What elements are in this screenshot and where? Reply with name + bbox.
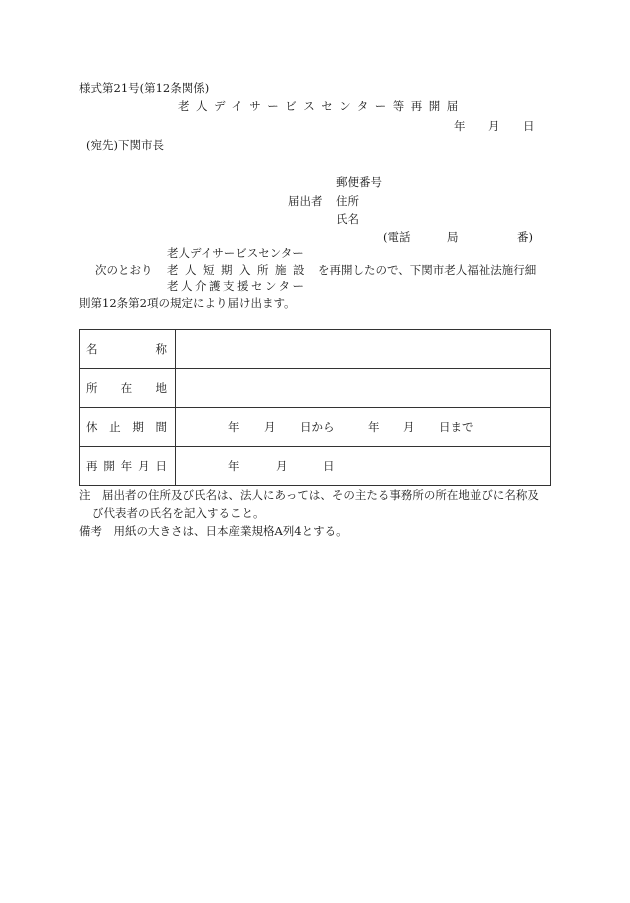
- row-label-reopen-date: [80, 447, 176, 486]
- location-value-cell[interactable]: [176, 369, 551, 408]
- label-char: 間: [155, 420, 167, 434]
- row-label-name: [80, 330, 176, 369]
- table-row: [80, 369, 551, 408]
- row-label-suspension: [80, 408, 176, 447]
- suspension-end-year: 年: [368, 420, 380, 434]
- facility-option-short-stay: 老人短期入所施設: [167, 263, 311, 277]
- label-char: 地: [155, 381, 167, 395]
- label-text: [86, 341, 175, 357]
- reopen-date-cell[interactable]: [176, 447, 551, 486]
- suspension-end-day: 日まで: [439, 420, 474, 434]
- label-text: [86, 380, 175, 396]
- reopen-day: 日: [323, 459, 335, 473]
- phone-exchange: 局: [447, 230, 459, 244]
- suspension-period-cell[interactable]: [176, 408, 551, 447]
- label-char: 休: [86, 420, 98, 434]
- table-row: [80, 447, 551, 486]
- table-row: [80, 408, 551, 447]
- submitter-label: 届出者: [288, 194, 323, 208]
- date-year: 年: [454, 119, 466, 133]
- table-row: [80, 330, 551, 369]
- label-char: 開: [103, 459, 115, 473]
- document-title: 老人デイサービスセンター等再開届: [178, 99, 465, 113]
- suspension-end-month: 月: [403, 420, 415, 434]
- facility-option-day-service: 老人デイサービスセンター: [167, 246, 304, 260]
- label-text: [86, 458, 175, 474]
- label-char: 月: [138, 459, 150, 473]
- label-char: 名: [86, 342, 98, 356]
- suspension-start-year: 年: [228, 420, 240, 434]
- name-value-cell[interactable]: [176, 330, 551, 369]
- statement-prefix: 次のとおり: [95, 263, 153, 277]
- date-month: 月: [488, 119, 500, 133]
- label-char: 年: [120, 459, 133, 473]
- suspension-start-month: 月: [264, 420, 276, 434]
- addressee: (宛先)下関市長: [86, 138, 164, 152]
- postal-code-label: 郵便番号: [336, 175, 382, 189]
- statement-line-2: 則第12条第2項の規定により届け出ます。: [79, 296, 296, 310]
- label-char: 日: [155, 459, 167, 473]
- note-1-line-2: び代表者の氏名を記入すること。: [92, 506, 265, 520]
- facility-table: [79, 329, 551, 486]
- suspension-start-day: 日から: [300, 420, 335, 434]
- address-label: 住所: [336, 194, 359, 208]
- phone-number: 番): [517, 230, 533, 244]
- reopen-year: 年: [228, 459, 240, 473]
- form-number: 様式第21号(第12条関係): [79, 81, 210, 95]
- label-char: 称: [155, 342, 167, 356]
- row-label-location: [80, 369, 176, 408]
- facility-option-care-support: 老人介護支援センター: [167, 279, 307, 293]
- label-text: [86, 419, 175, 435]
- note-2: 備考 用紙の大きさは、日本産業規格A列4とする。: [79, 524, 348, 538]
- reopen-month: 月: [276, 459, 288, 473]
- label-char: 止: [109, 420, 121, 434]
- statement-suffix: を再開したので、下関市老人福祉法施行細: [318, 263, 537, 277]
- label-char: 所: [86, 381, 98, 395]
- label-char: 期: [132, 420, 144, 434]
- name-label: 氏名: [336, 212, 359, 226]
- phone-open: (電話: [383, 230, 411, 244]
- label-char: 再: [86, 459, 98, 473]
- note-1-line-1: 注 届出者の住所及び氏名は、法人にあっては、その主たる事務所の所在地並びに名称及: [79, 488, 539, 502]
- date-day: 日: [523, 119, 535, 133]
- label-char: 在: [120, 381, 133, 395]
